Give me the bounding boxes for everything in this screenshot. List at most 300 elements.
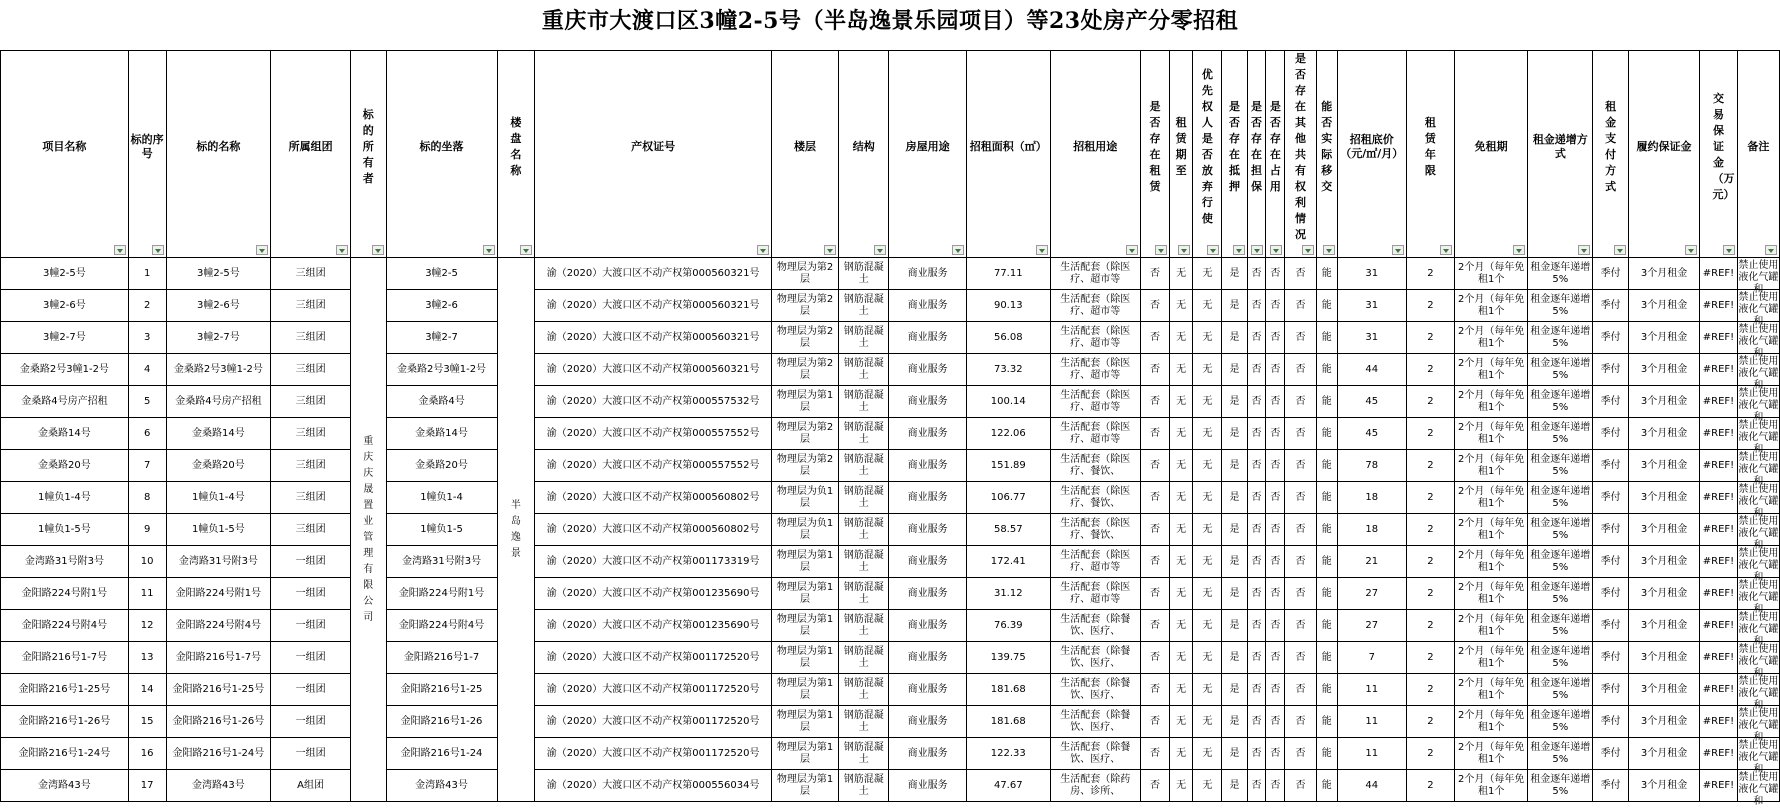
table-cell[interactable] xyxy=(1140,290,1169,322)
table-cell[interactable] xyxy=(1050,770,1140,802)
table-cell[interactable] xyxy=(128,354,166,386)
table-cell[interactable] xyxy=(772,738,839,770)
table-cell[interactable] xyxy=(1737,610,1779,647)
filter-dropdown-icon[interactable] xyxy=(1126,245,1138,255)
table-cell[interactable] xyxy=(1140,674,1169,706)
table-cell[interactable] xyxy=(1247,258,1266,290)
filter-dropdown-icon[interactable] xyxy=(874,245,886,255)
table-cell[interactable] xyxy=(1,770,129,802)
table-cell[interactable] xyxy=(271,514,351,546)
table-cell[interactable] xyxy=(535,738,772,770)
table-cell[interactable] xyxy=(1455,450,1528,482)
table-cell[interactable] xyxy=(1266,674,1285,706)
table-cell[interactable] xyxy=(1,642,129,674)
table-cell[interactable] xyxy=(271,482,351,514)
table-cell[interactable] xyxy=(1406,770,1454,802)
table-cell[interactable] xyxy=(1140,546,1169,578)
table-cell[interactable] xyxy=(1222,546,1247,578)
table-cell[interactable] xyxy=(271,706,351,738)
table-cell[interactable] xyxy=(1528,258,1593,290)
table-cell[interactable] xyxy=(966,674,1050,706)
table-cell[interactable] xyxy=(1316,770,1337,802)
table-cell[interactable] xyxy=(1266,706,1285,738)
filter-dropdown-icon[interactable] xyxy=(1323,245,1335,255)
table-cell[interactable] xyxy=(1593,578,1629,610)
table-cell[interactable] xyxy=(1406,674,1454,706)
table-cell[interactable] xyxy=(1170,322,1193,354)
table-cell[interactable] xyxy=(1737,706,1779,743)
table-cell[interactable] xyxy=(1050,290,1140,322)
table-cell[interactable] xyxy=(1455,322,1528,354)
table-cell[interactable] xyxy=(1628,482,1699,514)
table-cell[interactable] xyxy=(1593,354,1629,386)
table-cell[interactable] xyxy=(772,706,839,738)
table-cell[interactable] xyxy=(386,610,497,642)
table-cell[interactable] xyxy=(271,386,351,418)
table-cell[interactable] xyxy=(1193,706,1222,738)
table-cell[interactable] xyxy=(1528,770,1593,802)
table-cell[interactable] xyxy=(1628,450,1699,482)
table-cell[interactable] xyxy=(1050,546,1140,578)
table-cell[interactable] xyxy=(839,610,889,642)
table-cell[interactable] xyxy=(1247,514,1266,546)
table-cell[interactable] xyxy=(966,642,1050,674)
table-cell[interactable] xyxy=(889,674,967,706)
table-cell[interactable] xyxy=(1737,450,1779,487)
filter-dropdown-icon[interactable] xyxy=(483,245,495,255)
table-cell[interactable] xyxy=(271,738,351,770)
table-cell[interactable] xyxy=(1193,354,1222,386)
table-cell[interactable] xyxy=(772,322,839,354)
table-cell[interactable] xyxy=(1193,482,1222,514)
table-cell[interactable] xyxy=(839,738,889,770)
table-cell[interactable] xyxy=(166,738,271,770)
table-cell[interactable] xyxy=(1170,642,1193,674)
table-cell[interactable] xyxy=(1406,610,1454,642)
table-cell[interactable] xyxy=(839,386,889,418)
table-cell[interactable] xyxy=(1406,322,1454,354)
table-cell[interactable] xyxy=(1737,482,1779,519)
table-cell[interactable] xyxy=(1528,610,1593,642)
table-cell[interactable] xyxy=(1455,770,1528,802)
table-cell[interactable] xyxy=(1737,386,1779,423)
table-cell[interactable] xyxy=(128,514,166,546)
table-cell[interactable] xyxy=(1140,322,1169,354)
table-cell[interactable] xyxy=(166,770,271,802)
table-cell[interactable] xyxy=(1337,770,1406,802)
table-cell[interactable] xyxy=(1337,386,1406,418)
table-cell[interactable] xyxy=(889,418,967,450)
table-cell[interactable] xyxy=(271,642,351,674)
table-cell[interactable] xyxy=(166,514,271,546)
table-cell[interactable] xyxy=(1628,706,1699,738)
table-cell[interactable] xyxy=(535,546,772,578)
table-cell[interactable] xyxy=(1316,482,1337,514)
table-cell[interactable] xyxy=(772,610,839,642)
table-cell[interactable] xyxy=(889,258,967,290)
table-cell[interactable] xyxy=(1593,546,1629,578)
table-cell[interactable] xyxy=(1170,770,1193,802)
filter-dropdown-icon[interactable] xyxy=(152,245,164,255)
table-cell[interactable] xyxy=(889,514,967,546)
table-cell[interactable] xyxy=(772,386,839,418)
table-cell[interactable] xyxy=(1170,514,1193,546)
table-cell[interactable] xyxy=(1050,578,1140,610)
table-cell[interactable] xyxy=(1528,482,1593,514)
filter-dropdown-icon[interactable] xyxy=(1155,245,1167,255)
table-cell[interactable] xyxy=(1593,482,1629,514)
table-cell[interactable] xyxy=(1266,770,1285,802)
table-cell[interactable] xyxy=(535,258,772,290)
table-cell[interactable] xyxy=(1193,738,1222,770)
table-cell[interactable] xyxy=(386,674,497,706)
table-cell[interactable] xyxy=(1316,258,1337,290)
table-cell[interactable] xyxy=(1455,610,1528,642)
table-cell[interactable] xyxy=(772,674,839,706)
table-cell[interactable] xyxy=(1700,290,1738,322)
table-cell[interactable] xyxy=(386,322,497,354)
table-cell[interactable] xyxy=(386,770,497,802)
table-cell[interactable] xyxy=(966,610,1050,642)
table-cell[interactable] xyxy=(1700,770,1738,802)
table-cell[interactable] xyxy=(1406,386,1454,418)
table-cell[interactable] xyxy=(1247,322,1266,354)
table-cell[interactable] xyxy=(966,322,1050,354)
table-cell[interactable] xyxy=(1337,514,1406,546)
table-cell[interactable] xyxy=(1050,738,1140,770)
table-cell[interactable] xyxy=(966,418,1050,450)
table-cell[interactable] xyxy=(1700,578,1738,610)
table-cell[interactable] xyxy=(1,290,129,322)
table-cell[interactable] xyxy=(166,642,271,674)
table-cell[interactable] xyxy=(1593,674,1629,706)
table-cell[interactable] xyxy=(1528,578,1593,610)
table-cell[interactable] xyxy=(1628,578,1699,610)
table-cell[interactable] xyxy=(1700,674,1738,706)
table-cell[interactable] xyxy=(1628,354,1699,386)
table-cell[interactable] xyxy=(966,258,1050,290)
table-cell[interactable] xyxy=(1222,610,1247,642)
table-cell[interactable] xyxy=(966,578,1050,610)
table-cell[interactable] xyxy=(1050,706,1140,738)
table-cell[interactable] xyxy=(839,322,889,354)
table-cell[interactable] xyxy=(1737,674,1779,711)
table-cell[interactable] xyxy=(271,258,351,290)
table-cell[interactable] xyxy=(535,354,772,386)
table-cell[interactable] xyxy=(1050,258,1140,290)
table-cell[interactable] xyxy=(1266,610,1285,642)
table-cell[interactable] xyxy=(535,642,772,674)
table-cell[interactable] xyxy=(271,610,351,642)
table-cell[interactable] xyxy=(772,482,839,514)
table-cell[interactable] xyxy=(1316,642,1337,674)
table-cell[interactable] xyxy=(1247,546,1266,578)
table-cell[interactable] xyxy=(1528,514,1593,546)
table-cell[interactable] xyxy=(1247,578,1266,610)
table-cell[interactable] xyxy=(1170,738,1193,770)
table-cell[interactable] xyxy=(1140,386,1169,418)
table-cell[interactable] xyxy=(1,578,129,610)
table-cell[interactable] xyxy=(386,706,497,738)
table-cell[interactable] xyxy=(1316,418,1337,450)
table-cell[interactable] xyxy=(1266,418,1285,450)
table-cell[interactable] xyxy=(1316,706,1337,738)
table-cell[interactable] xyxy=(1,674,129,706)
table-cell[interactable] xyxy=(1455,674,1528,706)
table-cell[interactable] xyxy=(1170,354,1193,386)
table-cell[interactable] xyxy=(1316,354,1337,386)
table-cell[interactable] xyxy=(1316,738,1337,770)
table-cell[interactable] xyxy=(1593,386,1629,418)
table-cell[interactable] xyxy=(1170,578,1193,610)
table-cell[interactable] xyxy=(1193,610,1222,642)
table-cell[interactable] xyxy=(1700,482,1738,514)
table-cell[interactable] xyxy=(772,578,839,610)
table-cell[interactable] xyxy=(1247,418,1266,450)
table-cell[interactable] xyxy=(1528,354,1593,386)
table-cell[interactable] xyxy=(1193,258,1222,290)
filter-dropdown-icon[interactable] xyxy=(372,245,384,255)
table-cell[interactable] xyxy=(1593,610,1629,642)
table-cell[interactable] xyxy=(1140,354,1169,386)
table-cell[interactable] xyxy=(1140,770,1169,802)
table-cell[interactable] xyxy=(1050,642,1140,674)
table-cell[interactable] xyxy=(966,514,1050,546)
table-cell[interactable] xyxy=(386,546,497,578)
table-cell[interactable] xyxy=(839,482,889,514)
table-cell[interactable] xyxy=(1285,738,1316,770)
table-cell[interactable] xyxy=(889,322,967,354)
table-cell[interactable] xyxy=(1528,322,1593,354)
table-cell[interactable] xyxy=(1266,482,1285,514)
table-cell[interactable] xyxy=(1,450,129,482)
table-cell[interactable] xyxy=(772,290,839,322)
table-cell[interactable] xyxy=(1528,386,1593,418)
table-cell[interactable] xyxy=(535,322,772,354)
table-cell[interactable] xyxy=(1593,258,1629,290)
table-cell[interactable] xyxy=(166,258,271,290)
table-cell[interactable] xyxy=(1193,578,1222,610)
table-cell[interactable] xyxy=(128,610,166,642)
table-cell[interactable] xyxy=(166,322,271,354)
table-cell[interactable] xyxy=(839,674,889,706)
table-cell[interactable] xyxy=(1337,706,1406,738)
table-cell[interactable] xyxy=(1700,418,1738,450)
table-cell[interactable] xyxy=(386,450,497,482)
filter-dropdown-icon[interactable] xyxy=(1614,245,1626,255)
table-cell[interactable] xyxy=(1737,546,1779,583)
estate-cell[interactable] xyxy=(497,258,535,802)
table-cell[interactable] xyxy=(1170,386,1193,418)
table-cell[interactable] xyxy=(1455,418,1528,450)
table-cell[interactable] xyxy=(1247,706,1266,738)
table-cell[interactable] xyxy=(1628,418,1699,450)
table-cell[interactable] xyxy=(1170,290,1193,322)
table-cell[interactable] xyxy=(772,642,839,674)
table-cell[interactable] xyxy=(1247,386,1266,418)
table-cell[interactable] xyxy=(1737,322,1779,359)
table-cell[interactable] xyxy=(1406,418,1454,450)
filter-dropdown-icon[interactable] xyxy=(1513,245,1525,255)
table-cell[interactable] xyxy=(128,642,166,674)
table-cell[interactable] xyxy=(772,770,839,802)
table-cell[interactable] xyxy=(128,450,166,482)
table-cell[interactable] xyxy=(1222,514,1247,546)
table-cell[interactable] xyxy=(1222,450,1247,482)
table-cell[interactable] xyxy=(1337,578,1406,610)
table-cell[interactable] xyxy=(1,482,129,514)
table-cell[interactable] xyxy=(535,514,772,546)
table-cell[interactable] xyxy=(1337,674,1406,706)
table-cell[interactable] xyxy=(1285,290,1316,322)
table-cell[interactable] xyxy=(1140,642,1169,674)
table-cell[interactable] xyxy=(1406,450,1454,482)
table-cell[interactable] xyxy=(386,418,497,450)
table-cell[interactable] xyxy=(128,674,166,706)
table-cell[interactable] xyxy=(1455,642,1528,674)
table-cell[interactable] xyxy=(386,354,497,386)
table-cell[interactable] xyxy=(1222,706,1247,738)
table-cell[interactable] xyxy=(535,290,772,322)
table-cell[interactable] xyxy=(166,354,271,386)
table-cell[interactable] xyxy=(1455,290,1528,322)
table-cell[interactable] xyxy=(1455,514,1528,546)
filter-dropdown-icon[interactable] xyxy=(520,245,532,255)
table-cell[interactable] xyxy=(271,290,351,322)
table-cell[interactable] xyxy=(128,258,166,290)
table-cell[interactable] xyxy=(1593,418,1629,450)
filter-dropdown-icon[interactable] xyxy=(1685,245,1697,255)
table-cell[interactable] xyxy=(1628,738,1699,770)
table-cell[interactable] xyxy=(1222,674,1247,706)
table-cell[interactable] xyxy=(1406,258,1454,290)
table-cell[interactable] xyxy=(889,482,967,514)
table-cell[interactable] xyxy=(1,610,129,642)
table-cell[interactable] xyxy=(1140,610,1169,642)
table-cell[interactable] xyxy=(1337,642,1406,674)
table-cell[interactable] xyxy=(889,386,967,418)
filter-dropdown-icon[interactable] xyxy=(1207,245,1219,255)
table-cell[interactable] xyxy=(889,450,967,482)
table-cell[interactable] xyxy=(1193,290,1222,322)
table-cell[interactable] xyxy=(1247,770,1266,802)
table-cell[interactable] xyxy=(1222,482,1247,514)
table-cell[interactable] xyxy=(128,482,166,514)
table-cell[interactable] xyxy=(271,770,351,802)
filter-dropdown-icon[interactable] xyxy=(1723,245,1735,255)
table-cell[interactable] xyxy=(535,418,772,450)
table-cell[interactable] xyxy=(1455,482,1528,514)
table-cell[interactable] xyxy=(1337,450,1406,482)
table-cell[interactable] xyxy=(1593,322,1629,354)
table-cell[interactable] xyxy=(128,738,166,770)
table-cell[interactable] xyxy=(1528,706,1593,738)
table-cell[interactable] xyxy=(1193,386,1222,418)
table-cell[interactable] xyxy=(1285,642,1316,674)
table-cell[interactable] xyxy=(128,322,166,354)
table-cell[interactable] xyxy=(1528,546,1593,578)
table-cell[interactable] xyxy=(1285,354,1316,386)
table-cell[interactable] xyxy=(1700,642,1738,674)
table-cell[interactable] xyxy=(1455,258,1528,290)
table-cell[interactable] xyxy=(1193,322,1222,354)
table-cell[interactable] xyxy=(1222,770,1247,802)
table-cell[interactable] xyxy=(1593,450,1629,482)
table-cell[interactable] xyxy=(1628,610,1699,642)
table-cell[interactable] xyxy=(1050,322,1140,354)
table-cell[interactable] xyxy=(1140,450,1169,482)
table-cell[interactable] xyxy=(166,386,271,418)
table-cell[interactable] xyxy=(1628,514,1699,546)
filter-dropdown-icon[interactable] xyxy=(1270,245,1282,255)
table-cell[interactable] xyxy=(386,482,497,514)
table-cell[interactable] xyxy=(1337,418,1406,450)
table-cell[interactable] xyxy=(535,450,772,482)
table-cell[interactable] xyxy=(1406,290,1454,322)
table-cell[interactable] xyxy=(1700,322,1738,354)
filter-dropdown-icon[interactable] xyxy=(1233,245,1245,255)
table-cell[interactable] xyxy=(166,578,271,610)
table-cell[interactable] xyxy=(1737,258,1779,295)
table-cell[interactable] xyxy=(1528,450,1593,482)
table-cell[interactable] xyxy=(1266,578,1285,610)
table-cell[interactable] xyxy=(1593,290,1629,322)
table-cell[interactable] xyxy=(889,546,967,578)
table-cell[interactable] xyxy=(1193,546,1222,578)
table-cell[interactable] xyxy=(1455,546,1528,578)
table-cell[interactable] xyxy=(1050,514,1140,546)
filter-dropdown-icon[interactable] xyxy=(1578,245,1590,255)
table-cell[interactable] xyxy=(166,418,271,450)
table-cell[interactable] xyxy=(386,578,497,610)
table-cell[interactable] xyxy=(386,642,497,674)
table-cell[interactable] xyxy=(271,546,351,578)
table-cell[interactable] xyxy=(1050,610,1140,642)
table-cell[interactable] xyxy=(1266,546,1285,578)
table-cell[interactable] xyxy=(839,706,889,738)
table-cell[interactable] xyxy=(1285,674,1316,706)
table-cell[interactable] xyxy=(1285,514,1316,546)
table-cell[interactable] xyxy=(839,258,889,290)
table-cell[interactable] xyxy=(128,706,166,738)
table-cell[interactable] xyxy=(1700,450,1738,482)
table-cell[interactable] xyxy=(1593,770,1629,802)
table-cell[interactable] xyxy=(1170,706,1193,738)
table-cell[interactable] xyxy=(1193,418,1222,450)
table-cell[interactable] xyxy=(1528,418,1593,450)
table-cell[interactable] xyxy=(1337,322,1406,354)
table-cell[interactable] xyxy=(1700,546,1738,578)
table-cell[interactable] xyxy=(166,482,271,514)
filter-dropdown-icon[interactable] xyxy=(1251,245,1263,255)
table-cell[interactable] xyxy=(772,546,839,578)
table-cell[interactable] xyxy=(1193,642,1222,674)
table-cell[interactable] xyxy=(535,578,772,610)
table-cell[interactable] xyxy=(1737,418,1779,455)
table-cell[interactable] xyxy=(1266,354,1285,386)
table-cell[interactable] xyxy=(1266,642,1285,674)
table-cell[interactable] xyxy=(966,770,1050,802)
table-cell[interactable] xyxy=(1628,290,1699,322)
table-cell[interactable] xyxy=(1285,418,1316,450)
table-cell[interactable] xyxy=(1140,706,1169,738)
table-cell[interactable] xyxy=(128,290,166,322)
table-cell[interactable] xyxy=(839,290,889,322)
table-cell[interactable] xyxy=(128,578,166,610)
table-cell[interactable] xyxy=(1285,258,1316,290)
table-cell[interactable] xyxy=(1170,546,1193,578)
table-cell[interactable] xyxy=(271,418,351,450)
